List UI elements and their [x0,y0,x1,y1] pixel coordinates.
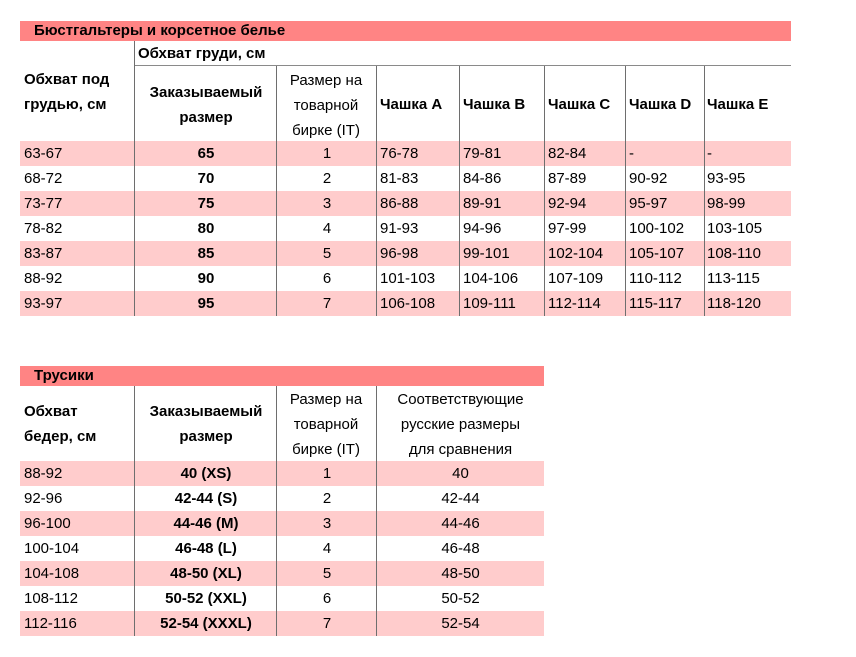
table-row [20,166,791,191]
table-row [20,141,791,166]
tag-size-cell: 5 [322,245,332,262]
tag-size-cell: 6 [322,590,332,607]
russian-size-cell: 40 [452,465,469,482]
cup-value-cell: 112-114 [548,295,601,312]
bra-table-title: Бюстгальтеры и корсетное белье [20,21,791,41]
cup-value-cell: 101-103 [380,270,436,287]
bra-col-divider [704,66,705,316]
panties-header-tag-size: Размер на товарной бирке (IT) [289,391,363,458]
ordered-size-cell: 52-54 (XXXL) [160,615,252,632]
tag-size-cell: 4 [322,220,332,237]
ordered-size-cell: 95 [197,295,215,312]
bra-col-divider [544,66,545,316]
ordered-size-cell: 75 [197,195,215,212]
cup-value-cell: 93-95 [707,170,746,187]
tag-size-cell: 2 [322,490,332,507]
tag-size-cell: 3 [322,515,332,532]
cup-value-cell: - [707,145,712,162]
table-row [20,511,544,536]
cup-value-cell: 106-108 [380,295,436,312]
underbust-cell: 93-97 [24,295,63,312]
russian-size-cell: 50-52 [441,590,480,607]
tag-size-cell: 1 [322,145,332,162]
bra-group-underline [135,65,791,66]
table-row [20,561,544,586]
ordered-size-cell: 50-52 (XXL) [165,590,247,607]
tag-size-cell: 2 [322,170,332,187]
tag-size-cell: 7 [322,295,332,312]
cup-value-cell: 90-92 [629,170,668,187]
table-row [20,291,791,316]
bra-header-ordered-size: Заказываемый размер [149,84,263,126]
table-row [20,241,791,266]
russian-size-cell: 42-44 [441,490,480,507]
hips-cell: 96-100 [24,515,71,532]
russian-size-cell: 44-46 [441,515,480,532]
bra-header-cup: Чашка A [380,96,443,113]
table-row [20,486,544,511]
panties-header-russian-sizes: Соответствующие русские размеры для сравнения [397,391,524,458]
bra-header-underbust: Обхват под грудью, см [24,71,110,113]
panties-col-divider [376,386,377,636]
cup-value-cell: 118-120 [707,295,761,312]
ordered-size-cell: 44-46 (M) [173,515,239,532]
ordered-size-cell: 80 [197,220,215,237]
hips-cell: 108-112 [24,590,78,607]
tag-size-cell: 4 [322,540,332,557]
cup-value-cell: 89-91 [463,195,502,212]
cup-value-cell: 115-117 [629,295,682,312]
cup-value-cell: 102-104 [548,245,604,262]
table-row [20,611,544,636]
ordered-size-cell: 40 (XS) [180,465,232,482]
underbust-cell: 78-82 [24,220,63,237]
cup-value-cell: 87-89 [548,170,587,187]
table-row [20,191,791,216]
cup-value-cell: - [629,145,634,162]
ordered-size-cell: 42-44 (S) [174,490,238,507]
tag-size-cell: 6 [322,270,332,287]
table-row [20,536,544,561]
cup-value-cell: 104-106 [463,270,519,287]
cup-value-cell: 92-94 [548,195,587,212]
ordered-size-cell: 48-50 (XL) [170,565,242,582]
cup-value-cell: 96-98 [380,245,419,262]
cup-value-cell: 95-97 [629,195,668,212]
underbust-cell: 73-77 [24,195,63,212]
bra-header-cup: Чашка E [707,96,769,113]
bra-col-divider [625,66,626,316]
tag-size-cell: 3 [322,195,332,212]
russian-size-cell: 46-48 [441,540,480,557]
cup-value-cell: 79-81 [463,145,502,162]
cup-value-cell: 94-96 [463,220,502,237]
tag-size-cell: 7 [322,615,332,632]
underbust-cell: 83-87 [24,245,63,262]
bra-col-divider [459,66,460,316]
cup-value-cell: 103-105 [707,220,763,237]
panties-col-divider [276,386,277,636]
cup-value-cell: 84-86 [463,170,502,187]
cup-value-cell: 107-109 [548,270,604,287]
bra-header-cup: Чашка B [463,96,526,113]
panties-col-divider [134,386,135,636]
russian-size-cell: 48-50 [441,565,480,582]
tag-size-cell: 5 [322,565,332,582]
cup-value-cell: 113-115 [707,270,760,287]
cup-value-cell: 81-83 [380,170,419,187]
panties-header-hips: Обхват бедер, см [24,403,97,445]
cup-value-cell: 109-111 [463,295,516,312]
hips-cell: 104-108 [24,565,80,582]
bra-header-bust-group: Обхват груди, см [138,45,266,62]
bra-header-cup: Чашка C [548,96,611,113]
cup-value-cell: 82-84 [548,145,587,162]
underbust-cell: 88-92 [24,270,63,287]
panties-header-ordered-size: Заказываемый размер [149,403,263,445]
cup-value-cell: 100-102 [629,220,685,237]
bra-header-tag-size: Размер на товарной бирке (IT) [289,72,363,139]
bra-col-divider [376,66,377,316]
bra-col-divider [134,41,135,316]
panties-table-title: Трусики [20,366,544,386]
ordered-size-cell: 46-48 (L) [175,540,237,557]
table-row [20,216,791,241]
ordered-size-cell: 85 [197,245,215,262]
bra-col-divider [276,66,277,316]
hips-cell: 112-116 [24,615,77,632]
bra-header-cup: Чашка D [629,96,692,113]
cup-value-cell: 108-110 [707,245,761,262]
cup-value-cell: 76-78 [380,145,419,162]
table-row [20,586,544,611]
cup-value-cell: 91-93 [380,220,419,237]
underbust-cell: 63-67 [24,145,63,162]
cup-value-cell: 110-112 [629,270,682,287]
cup-value-cell: 86-88 [380,195,419,212]
hips-cell: 92-96 [24,490,63,507]
hips-cell: 100-104 [24,540,80,557]
hips-cell: 88-92 [24,465,63,482]
ordered-size-cell: 70 [197,170,215,187]
cup-value-cell: 98-99 [707,195,746,212]
underbust-cell: 68-72 [24,170,63,187]
table-row [20,461,544,486]
table-row [20,266,791,291]
tag-size-cell: 1 [322,465,332,482]
ordered-size-cell: 65 [197,145,215,162]
cup-value-cell: 105-107 [629,245,685,262]
ordered-size-cell: 90 [197,270,215,287]
cup-value-cell: 99-101 [463,245,510,262]
cup-value-cell: 97-99 [548,220,587,237]
russian-size-cell: 52-54 [441,615,480,632]
